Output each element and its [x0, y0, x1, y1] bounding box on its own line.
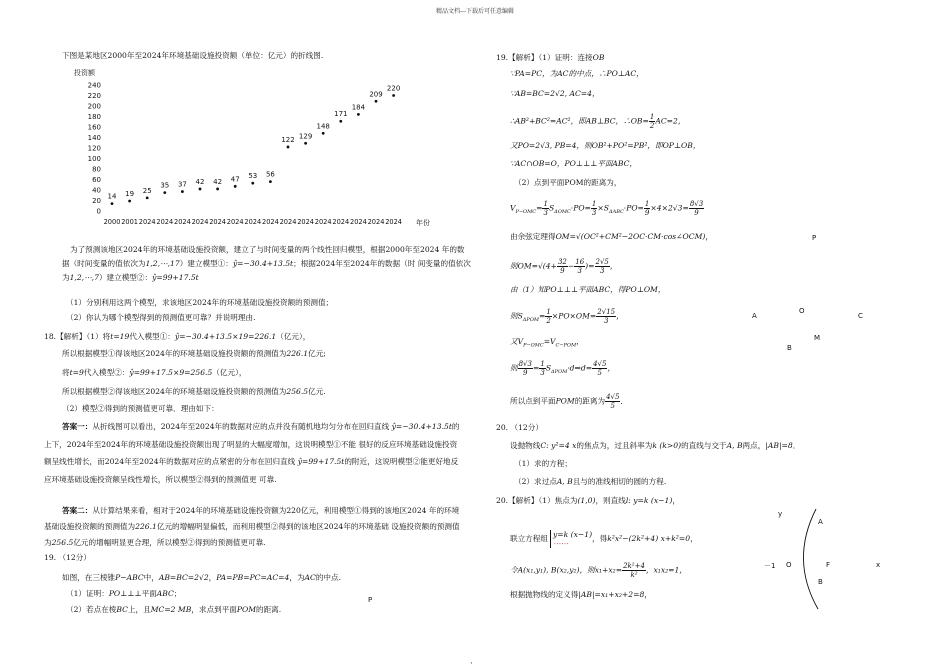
problem18-text: 为了预测该地区2024年的环境基础设施投资额，建立了与时间变量的两个线性回归模型，根据2000年至2024 年的数据（时间变量的值依次为1,2,⋯,17）建立模型①：ŷ=−30.4+13.5t；根据2024年至2024年的数据（时 间变量的值依次为1,2,⋯,7）建立模型②：ŷ=99+17.5t — [62, 245, 471, 282]
chart-ylabel: 投资额 — [74, 69, 95, 77]
problem19-stem: 如图，在三棱锥P−ABC中，AB=BC=2√2，PA=PB=PC=AC=4，为AC的中点. — [62, 573, 342, 582]
data-label: 14 — [107, 192, 117, 201]
figure20-label-minus-one: －1 — [764, 562, 776, 570]
answer-two: 答案二：从计算结果来看，相对于2024年的环境基础设施投资额为220亿元，利用模型①得到的该地区2024 年的环境基础设施投资额的预测值为226.1亿元的增幅明显偏低，而利用模型②得到的该地区2024年的环境基础 设施投资额的预测值为256.5亿元的增幅明显更合理，所以模型②得到的预测值更可靠. — [44, 506, 460, 547]
solution19-perp: 由（1）知PO⊥⊥⊥平面ABC，得PO⊥OM， — [510, 285, 666, 294]
page-footer-mark: · — [470, 659, 473, 669]
data-label: 171 — [334, 110, 348, 119]
solution18-line2: 所以根据模型①得该地区2024年的环境基础设施投资额的预测值为226.1亿元; — [62, 349, 326, 358]
figure20-label-a: A — [818, 518, 823, 526]
solution19-line5: 又PO=2√3, PB=4，则OB²+PO²=PB²，即OP⊥OB， — [510, 141, 701, 150]
solution20-length: 根据抛物线的定义得|AB|=x₁+x₂+2=8， — [510, 590, 652, 599]
problem18-q2: （2）你认为哪个模型得到的预测值更可靠？并说明理由. — [66, 313, 256, 322]
solution19-area: 则$S_{\Delta POM}=$ $\frac{1}{2}$ ×PO×OM= $\frac{2√15}{3}$ ， — [510, 308, 624, 325]
problem20-q2: （2）求过点A, B且与的准线相切的圆的方程. — [514, 477, 667, 486]
solution19-equal-volume: 又$V_{P-OMC}=V_{C-POM}$， — [510, 337, 584, 349]
x-tick-label: 2024 — [174, 218, 191, 226]
figure20-label-f: F — [826, 561, 831, 569]
answer-one: 答案一：从折线图可以看出，2024年至2024年的数据对应的点并没有随机地均匀分布在回归直线 ŷ=−30.4+13.5t的上下，2024年至2024年的环境基础设施投资额出现了明显的大幅度增加，这说明模型①不能 很好的反应环境基础设施投资额呈线性增长，而2024年至2024年的数据对应的点紧密的分布在回归直线 ŷ=99+17.5t的附近，这说明模型②能更好地反应环境基础设施投资额呈线性增长，所以模型②得到的预测值更 可靠. — [44, 422, 460, 484]
data-label: 129 — [298, 132, 313, 141]
solution20-vieta: 令A(x₁,y₁), B(x₂,y₂)，则x₁+x₂= $\frac{\text{2k²+4}}{\text{k²}}$ ，x₁x₂=1， — [510, 562, 687, 579]
figure19-label-o: O — [799, 307, 805, 315]
data-point — [199, 188, 202, 191]
data-label: 184 — [351, 103, 366, 112]
data-label: 56 — [265, 170, 275, 179]
y-tick-label: 140 — [87, 134, 101, 142]
figure20-label-o: O — [786, 561, 792, 569]
solution19-line3: ∵AB=BC=2√2, AC=4， — [510, 89, 600, 98]
solution19-line6: ∵AC∩OB=O，PO⊥⊥⊥平面ABC， — [510, 159, 638, 168]
solution19-line2: ∵PA=PC，为AC的中点，∴PO⊥AC， — [510, 69, 644, 78]
solution19-line7: （2）点到平面POM的距离为， — [514, 178, 622, 187]
figure19-label-c: C — [858, 312, 863, 320]
data-point — [339, 120, 342, 123]
y-tick-label: 200 — [87, 102, 101, 111]
data-point — [163, 191, 166, 194]
figure20-label-x: x — [876, 561, 881, 569]
data-point — [251, 182, 254, 185]
x-tick-label: 2000 — [103, 218, 121, 226]
data-label: 42 — [195, 177, 205, 186]
chart-xlabel: 年份 — [416, 219, 430, 227]
data-label: 47 — [230, 175, 240, 184]
problem19-q2: （2）若点在棱BC上，且MC=2 MB，求点到平面POM的距离. — [66, 605, 282, 614]
figure19-label-a: A — [752, 312, 757, 320]
figure20-label-y: y — [778, 510, 783, 518]
y-tick-label: 80 — [92, 165, 101, 174]
model1-equation: ŷ=−30.4+13.5t — [232, 259, 294, 268]
x-tick-label: 2024 — [367, 218, 385, 226]
y-tick-label: 180 — [87, 113, 101, 121]
x-tick-label: 2024 — [262, 218, 279, 226]
figure19-label-b: B — [787, 344, 792, 352]
solution19-line1: 19.【解析】（1）证明：连接OB — [496, 53, 605, 62]
x-tick-label: 2024 — [244, 218, 262, 226]
x-tick-label: 2024 — [385, 218, 402, 226]
x-tick-label: 2024 — [226, 218, 244, 226]
x-tick-label: 2024 — [332, 218, 350, 226]
problem20-q1: （1）求的方程； — [514, 459, 572, 468]
y-tick-label: 220 — [87, 92, 101, 100]
y-tick-label: 120 — [87, 144, 101, 153]
data-label: 209 — [369, 90, 383, 99]
solution19-cosine: 由余弦定理得OM=√(OC²+CM²−2OC·CM·cos∠OCM)， — [510, 232, 713, 241]
data-point — [111, 202, 114, 205]
solution19-conclusion: 所以点到平面POM的距离为 $\frac{4√5}{5}$ ． — [510, 393, 629, 410]
y-tick-label: 240 — [87, 81, 101, 90]
data-label: 148 — [316, 122, 330, 131]
data-point — [287, 146, 290, 149]
problem20-number: 20. （12分） — [496, 423, 543, 432]
parabola-curve — [803, 509, 818, 609]
solution18-line3: 将t=9代入模型②：ŷ=99+17.5×9=256.5（亿元）， — [62, 368, 247, 377]
data-label: 220 — [386, 84, 401, 93]
data-label: 25 — [142, 186, 152, 195]
solution19-line4: ∴AB²+BC²=AC²，即AB⊥BC，∴OB= $\frac{1}{2}$ AC=2， — [510, 113, 686, 130]
x-tick-label: 2024 — [191, 218, 209, 226]
data-point — [181, 190, 184, 193]
investment-chart — [60, 62, 430, 237]
data-point — [375, 100, 378, 103]
data-point — [304, 142, 307, 145]
y-tick-label: 100 — [87, 155, 101, 163]
x-axis-ticks — [104, 218, 402, 226]
data-label: 53 — [248, 172, 258, 181]
y-tick-label: 60 — [92, 176, 101, 184]
y-tick-label: 0 — [96, 207, 101, 216]
x-tick-label: 2024 — [156, 218, 174, 226]
y-tick-label: 20 — [92, 197, 101, 205]
data-label: 37 — [177, 180, 187, 189]
solution18-line4: 所以根据模型②得该地区2024年的环境基础设施投资额的预测值为256.5亿元. — [62, 387, 326, 396]
solution19-om: 则OM=√(4+ $\frac{32}{9}$ − $\frac{16}{3}$ )= $\frac{2√5}{3}$ ， — [510, 258, 618, 275]
x-tick-label: 2024 — [279, 218, 297, 226]
solution18-line1: 18.【解析】（1）将t=19代入模型①：ŷ=−30.4+13.5×19=226.1（亿元）， — [44, 332, 311, 341]
data-point — [322, 132, 325, 135]
data-point — [392, 94, 395, 97]
problem19-q1: （1）证明：PO⊥⊥⊥平面ABC； — [66, 589, 182, 598]
x-tick-label: 2024 — [138, 218, 156, 226]
data-point — [357, 113, 360, 116]
x-tick-label: 2024 — [297, 218, 314, 226]
chart-points — [108, 85, 401, 206]
solution19-distance-eq: 则 $\frac{8√3}{9}$ = $\frac{1}{3}$ $S_{\Delta POM}\cdot d\Rightarrow d=$ $\frac{4√5}{5}$ ， — [510, 360, 616, 377]
figure20-parabola — [770, 505, 890, 615]
data-label: 35 — [160, 181, 170, 190]
data-point — [216, 188, 219, 191]
page-header: 精品文档---下载后可任意编辑 — [435, 8, 515, 15]
data-label: 42 — [213, 177, 223, 186]
solution20-line1: 20.【解析】（1）焦点为(1,0)，则直线l: y=k (x−1)， — [496, 496, 680, 505]
problem18-q1: （1）分别利用这两个模型，求该地区2024年的环境基础设施投资额的预测值； — [66, 298, 334, 307]
data-point — [234, 185, 237, 188]
data-label: 122 — [281, 135, 295, 144]
x-tick-label: 2024 — [314, 218, 332, 226]
problem19-number: 19. （12分） — [44, 553, 91, 562]
figure19-label-p: P — [812, 234, 817, 242]
figure19-label-m: M — [814, 334, 821, 342]
data-point — [269, 180, 272, 183]
x-tick-label: 2024 — [209, 218, 226, 226]
x-tick-label: 2024 — [350, 218, 367, 226]
solution18-line5: （2）模型②得到的预测值更可靠．理由如下： — [62, 404, 219, 413]
chart-intro: 下图是某地区2000年至2024年环境基础设施投资额（单位：亿元）的折线图. — [62, 51, 324, 60]
y-tick-label: 40 — [92, 186, 101, 195]
x-tick-label: 2001 — [121, 218, 138, 226]
solution19-volume: $V_{P-OMC}=$ $\frac{1}{3}$ $S_{\Delta OMC}\cdot PO=$ $\frac{1}{3}$ $\times S_{\Delta ABC}\cdot PO=$ $\frac{1}{9}$ ×4×2√3= $\frac{8√3}{9}$ — [510, 200, 704, 217]
problem20-stem: 设抛物线C: y²=4 x的焦点为，过且斜率为k (k>0)的直线与交于A, B两点，|AB|=8． — [510, 441, 801, 450]
figure20-label-b: B — [818, 578, 823, 586]
model2-equation: ŷ=99+17.5t — [152, 273, 199, 282]
y-axis-ticks — [88, 82, 101, 216]
y-tick-label: 160 — [87, 123, 101, 132]
data-point — [128, 200, 131, 203]
solution20-system: 联立方程组 y=k (x−1) ⋯⋯ ，得k²x²−(2k²+4) x+k²=0， — [510, 530, 698, 548]
data-point — [146, 196, 149, 199]
figure19-label-p-left: P — [368, 596, 373, 604]
data-label: 19 — [125, 190, 135, 199]
